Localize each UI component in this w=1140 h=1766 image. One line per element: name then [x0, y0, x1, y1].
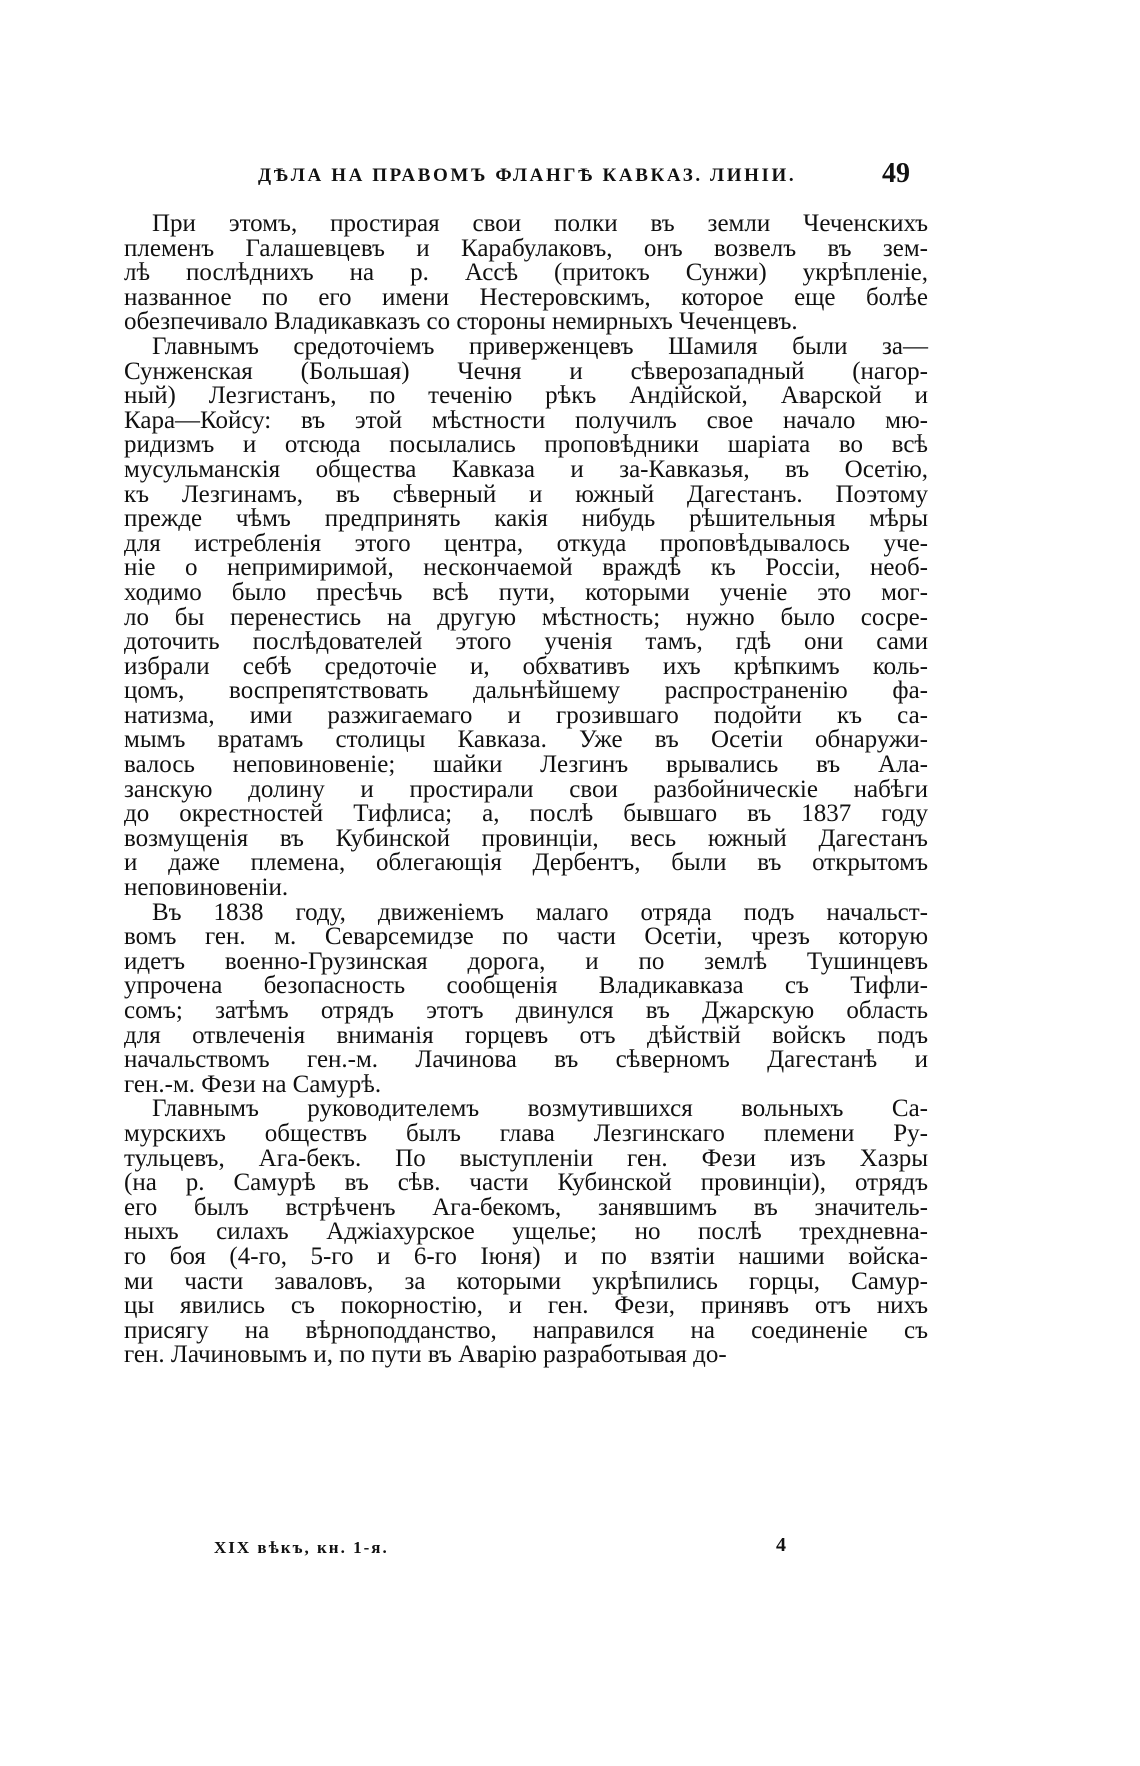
text-line: лѣ послѣднихъ на р. Ассѣ (притокъ Сунжи) укрѣпленiе, — [124, 259, 928, 287]
footer-signature-number: 4 — [776, 1534, 786, 1556]
text-line: сомъ; затѣмъ отрядъ этотъ двинулся въ Джарскую область — [124, 997, 928, 1024]
text-line: присягу на вѣрноподданство, направился на соединенiе съ — [124, 1316, 928, 1344]
text-line: валось неповиновенiе; шайки Лезгинъ врывались въ Ала- — [124, 751, 928, 779]
body-text — [124, 212, 928, 1368]
text-line: Главнымъ средоточiемъ приверженцевъ Шамиля были за— — [152, 332, 928, 360]
text-line: ми части заваловъ, за которыми укрѣпились горцы, Самур- — [124, 1267, 928, 1295]
text-line: натизма, ими разжигаемаго и грозившаго подойти къ са- — [124, 701, 928, 729]
text-line: избрали себѣ средоточiе и, обхвативъ ихъ крѣпкимъ коль- — [124, 652, 928, 680]
text-line: Сунженская (Большая) Чечня и сѣверозападный (нагор- — [124, 357, 928, 385]
text-line: го боя (4-го, 5-го и 6-го Iюня) и по взятiи нашими войска- — [124, 1242, 928, 1270]
footer-signature: XIX вѣкъ, кн. 1-я. — [214, 1538, 389, 1557]
text-line: для отвлеченiя вниманiя горцевъ отъ дѣйствiй войскъ подъ — [124, 1021, 928, 1049]
text-line: его былъ встрѣченъ Ага-бекомъ, занявшимъ въ значитель- — [124, 1193, 928, 1221]
text-line: цомъ, воспрепятствовать дальнѣйшему распространенiю фа- — [124, 677, 928, 705]
text-line: мурскихъ обществъ былъ глава Лезгинскаго племени Ру- — [124, 1119, 928, 1147]
text-line: (на р. Самурѣ въ сѣв. части Кубинской провинцiи), отрядъ — [124, 1169, 928, 1197]
text-line: цы явились съ покорностiю, и ген. Фези, принявъ отъ нихъ — [124, 1292, 928, 1320]
text-line: тульцевъ, Ага-бекъ. По выступленiи ген. Фези изъ Хазры — [124, 1144, 928, 1172]
text-line: къ Лезгинамъ, въ сѣверный и южный Дагестанъ. Поэтому — [124, 480, 928, 508]
page-number: 49 — [882, 158, 910, 189]
text-line: ген.-м. Фези на Самурѣ. — [124, 1070, 382, 1098]
text-line: неповиновенiи. — [124, 874, 289, 902]
text-line: Главнымъ руководителемъ возмутившихся вольныхъ Са- — [152, 1095, 928, 1123]
running-title: ДѢЛА НА ПРАВОМЪ ФЛАНГѢ КАВКАЗ. ЛИНIИ. — [258, 165, 797, 186]
text-line: для истребленiя этого центра, откуда проповѣдывалось уче- — [124, 529, 928, 557]
text-line: возмущенiя въ Кубинской провинцiи, весь южный Дагестанъ — [124, 824, 928, 852]
text-line: Кара—Койсу: въ этой мѣстности получилъ свое начало мю- — [124, 406, 928, 434]
text-line: доточить послѣдователей этого ученiя тамъ, гдѣ они сами — [124, 628, 928, 656]
text-line: вомъ ген. м. Севарсемидзе по части Осетiи, чрезъ которую — [124, 923, 928, 951]
text-line: ло бы перенестись на другую мѣстность; нужно было сосре- — [124, 603, 928, 631]
text-line: упрочена безопасность сообщенiя Владикавказа съ Тифли- — [124, 972, 928, 1000]
text-line: и даже племена, облегающiя Дербентъ, были въ открытомъ — [124, 849, 928, 877]
text-line: прежде чѣмъ предпринять какiя нибудь рѣшительныя мѣры — [124, 505, 928, 533]
text-line: обезпечивало Владикавказъ со стороны немирныхъ Чеченцевъ. — [124, 308, 798, 336]
text-line: племенъ Галашевцевъ и Карабулаковъ, онъ возвелъ въ зем- — [124, 234, 928, 262]
text-line: мусульманскiя общества Кавказа и за-Кавказья, въ Осетiю, — [124, 455, 928, 483]
text-line: занскую долину и простирали свои разбойническiе набѣги — [124, 775, 928, 803]
text-line: ридизмъ и отсюда посылались проповѣдники шарiата во всѣ — [124, 431, 928, 459]
text-line: ген. Лачиновымъ и, по пути въ Аварiю разработывая до- — [124, 1341, 727, 1369]
text-line: ный) Лезгистанъ, по теченiю рѣкъ Андiйской, Аварской и — [124, 382, 928, 410]
text-line: названное по его имени Нестеровскимъ, которое еще болѣе — [124, 283, 928, 311]
text-line: ходимо было пресѣчь всѣ пути, которыми ученiе это мог- — [124, 578, 928, 606]
text-line: Въ 1838 году, движенiемъ малаго отряда подъ начальст- — [152, 898, 928, 926]
text-line: идетъ военно-Грузинская дорога, и по землѣ Тушинцевъ — [124, 947, 928, 975]
text-line: начальствомъ ген.-м. Лачинова въ сѣверномъ Дагестанѣ и — [124, 1046, 928, 1074]
text-line: При этомъ, простирая свои полки въ земли Чеченскихъ — [152, 210, 928, 237]
text-line: ныхъ силахъ Аджiахурское ущелье; но послѣ трехдневна- — [124, 1218, 928, 1246]
text-line: нiе о непримиримой, нескончаемой враждѣ къ Россiи, необ- — [124, 554, 928, 582]
text-line: мымъ вратамъ столицы Кавказа. Уже въ Осетiи обнаружи- — [124, 726, 928, 754]
text-line: до окрестностей Тифлиса; а, послѣ бывшаго въ 1837 году — [124, 800, 928, 828]
